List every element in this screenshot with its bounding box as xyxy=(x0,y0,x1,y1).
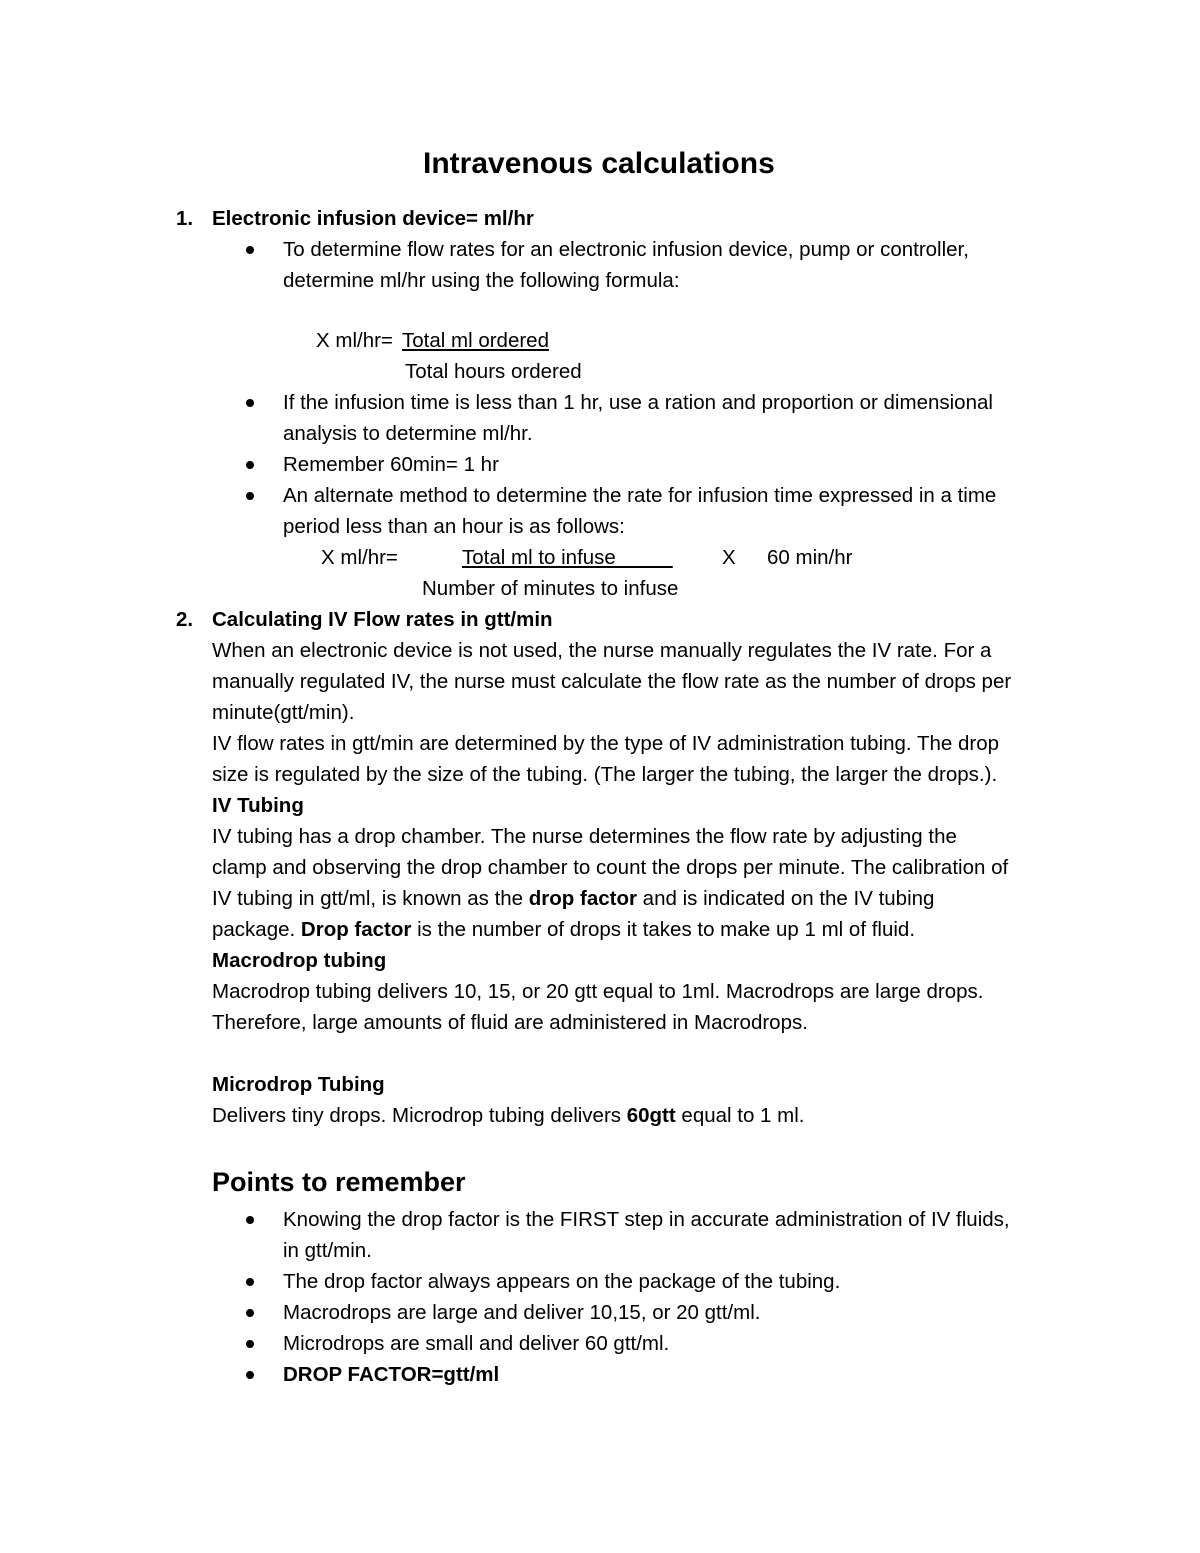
formula-2-multiplier: 60 min/hr xyxy=(767,546,853,569)
points-heading: Points to remember xyxy=(212,1167,466,1197)
iv-tubing-heading: IV Tubing xyxy=(212,794,304,817)
macrodrop-line-1: Macrodrop tubing delivers 10, 15, or 20 gtt equal to 1ml. Macrodrops are large drops. xyxy=(212,980,984,1003)
s2-para-1-line-3: minute(gtt/min). xyxy=(212,701,355,724)
section-1-number: 1. xyxy=(176,207,194,230)
bullet-icon xyxy=(246,1278,254,1286)
formula-2-multiply: X xyxy=(722,546,736,569)
formula-1-denominator: Total hours ordered xyxy=(405,360,582,383)
text-run: is the number of drops it takes to make up 1 ml of fluid. xyxy=(411,918,916,941)
macrodrop-heading: Macrodrop tubing xyxy=(212,949,387,972)
s1-bullet-2-line-2: analysis to determine ml/hr. xyxy=(283,422,533,445)
text-run: IV tubing in gtt/ml, is known as the xyxy=(212,887,529,910)
iv-tubing-line-1: IV tubing has a drop chamber. The nurse determines the flow rate by adjusting the xyxy=(212,825,957,848)
point-4: Microdrops are small and deliver 60 gtt/ml. xyxy=(283,1332,670,1355)
iv-tubing-line-4 xyxy=(212,920,915,941)
section-2-heading: Calculating IV Flow rates in gtt/min xyxy=(212,608,553,631)
s2-para-1-line-2: manually regulated IV, the nurse must calculate the flow rate as the number of drops per xyxy=(212,670,1012,693)
drop-factor-term: drop factor xyxy=(528,887,637,910)
s1-bullet-4-line-1: An alternate method to determine the rate for infusion time expressed in a time xyxy=(283,484,997,507)
s2-para-2-line-1: IV flow rates in gtt/min are determined by the type of IV administration tubing. The drop xyxy=(212,732,1000,755)
s1-bullet-2-line-1: If the infusion time is less than 1 hr, use a ration and proportion or dimensional xyxy=(283,391,993,414)
s2-para-2-line-2: size is regulated by the size of the tubing. (The larger the tubing, the larger the drops.). xyxy=(212,763,998,786)
page-title: Intravenous calculations xyxy=(423,147,775,180)
point-5: DROP FACTOR=gtt/ml xyxy=(283,1363,500,1386)
bullet-icon xyxy=(246,246,254,254)
bullet-icon xyxy=(246,1340,254,1348)
formula-1-lhs: X ml/hr= xyxy=(316,329,393,352)
formula-2-denominator: Number of minutes to infuse xyxy=(422,577,679,600)
drop-factor-term: Drop factor xyxy=(300,918,412,941)
text-run: and is indicated on the IV tubing xyxy=(636,887,935,910)
bullet-icon xyxy=(246,1216,254,1224)
formula-1-numerator: Total ml ordered xyxy=(402,329,549,352)
bullet-icon xyxy=(246,399,254,407)
point-1-line-2: in gtt/min. xyxy=(283,1239,372,1262)
s1-bullet-4-line-2: period less than an hour is as follows: xyxy=(283,515,625,538)
s1-bullet-1-line-2: determine ml/hr using the following formula: xyxy=(283,269,680,292)
section-2-number: 2. xyxy=(176,608,194,631)
microdrop-rate: 60gtt xyxy=(626,1104,676,1127)
formula-2-numerator: Total ml to infuse xyxy=(462,546,673,569)
iv-tubing-line-3 xyxy=(212,889,934,910)
s1-bullet-1-line-1: To determine flow rates for an electronic infusion device, pump or controller, xyxy=(283,238,969,261)
s1-bullet-3: Remember 60min= 1 hr xyxy=(283,453,499,476)
bullet-icon xyxy=(246,1371,254,1379)
point-3: Macrodrops are large and deliver 10,15, or 20 gtt/ml. xyxy=(283,1301,761,1324)
formula-2-lhs: X ml/hr= xyxy=(321,546,398,569)
point-1-line-1: Knowing the drop factor is the FIRST step in accurate administration of IV fluids, xyxy=(283,1208,1010,1231)
microdrop-heading: Microdrop Tubing xyxy=(212,1073,385,1096)
section-1-heading: Electronic infusion device= ml/hr xyxy=(212,207,534,230)
iv-tubing-line-2: clamp and observing the drop chamber to count the drops per minute. The calibration of xyxy=(212,856,1009,879)
s2-para-1-line-1: When an electronic device is not used, the nurse manually regulates the IV rate. For a xyxy=(212,639,992,662)
bullet-icon xyxy=(246,461,254,469)
bullet-icon xyxy=(246,1309,254,1317)
text-run: equal to 1 ml. xyxy=(675,1104,805,1127)
microdrop-line xyxy=(212,1106,804,1127)
point-2: The drop factor always appears on the package of the tubing. xyxy=(283,1270,841,1293)
bullet-icon xyxy=(246,492,254,500)
text-run: Delivers tiny drops. Microdrop tubing delivers xyxy=(212,1104,627,1127)
macrodrop-line-2: Therefore, large amounts of fluid are administered in Macrodrops. xyxy=(212,1011,808,1034)
text-run: package. xyxy=(212,918,301,941)
